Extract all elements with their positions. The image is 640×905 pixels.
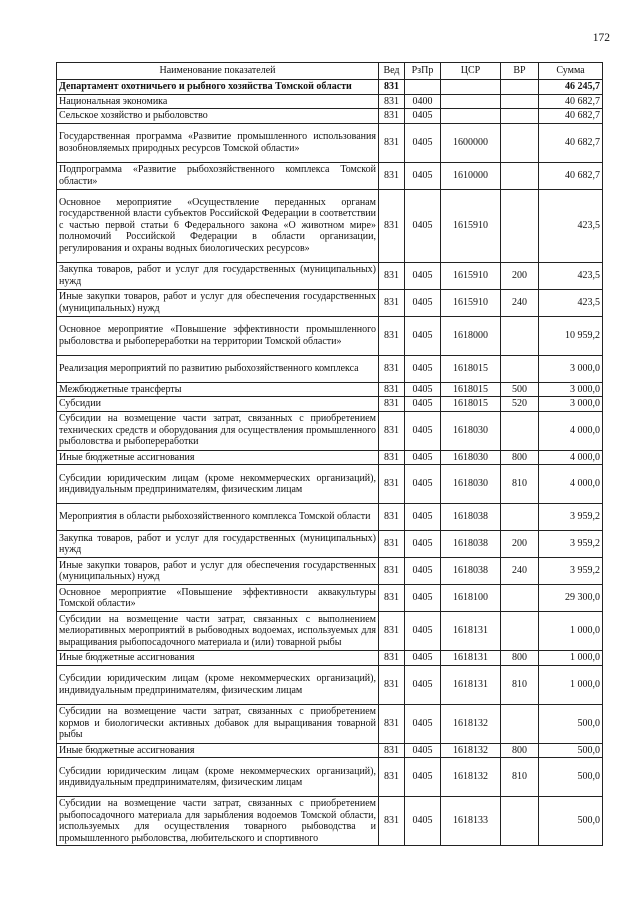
table-body <box>57 80 603 846</box>
header-name: Наименование показателей <box>57 63 379 80</box>
row-rzpr: 0405 <box>405 465 441 504</box>
header-csr: ЦСР <box>441 63 501 80</box>
row-rzpr: 0405 <box>405 289 441 316</box>
row-name: Иные закупки товаров, работ и услуг для обеспечения государственных (муниципальных) нужд <box>57 289 379 316</box>
header-rzpr: РзПр <box>405 63 441 80</box>
row-vr <box>501 797 539 846</box>
row-ved: 831 <box>379 162 405 189</box>
table-row <box>57 80 603 95</box>
table-row <box>57 189 603 262</box>
table-row <box>57 94 603 109</box>
row-name: Субсидии юридическим лицам (кроме некоммерческих организаций), индивидуальным предпринимателям, физическим лицам <box>57 665 379 704</box>
row-sum: 4 000,0 <box>539 450 603 465</box>
row-name: Субсидии на возмещение части затрат, связанных с приобретением кормов и биологически активных добавок для выращивания товарной рыбы <box>57 704 379 743</box>
row-csr <box>441 94 501 109</box>
row-vr: 810 <box>501 465 539 504</box>
row-sum: 423,5 <box>539 189 603 262</box>
row-vr <box>501 411 539 450</box>
row-sum: 1 000,0 <box>539 651 603 666</box>
row-ved: 831 <box>379 585 405 612</box>
row-csr: 1618030 <box>441 411 501 450</box>
row-ved: 831 <box>379 465 405 504</box>
table-row <box>57 450 603 465</box>
row-sum: 3 000,0 <box>539 382 603 397</box>
row-ved: 831 <box>379 665 405 704</box>
row-csr: 1600000 <box>441 123 501 162</box>
row-sum: 500,0 <box>539 704 603 743</box>
row-sum: 40 682,7 <box>539 109 603 124</box>
table-row <box>57 109 603 124</box>
row-rzpr: 0405 <box>405 397 441 412</box>
row-csr: 1618132 <box>441 758 501 797</box>
row-ved: 831 <box>379 397 405 412</box>
row-sum: 3 000,0 <box>539 397 603 412</box>
row-vr: 800 <box>501 743 539 758</box>
row-rzpr: 0405 <box>405 382 441 397</box>
row-name: Закупка товаров, работ и услуг для государственных (муниципальных) нужд <box>57 531 379 558</box>
row-vr <box>501 94 539 109</box>
header-sum: Сумма <box>539 63 603 80</box>
row-vr <box>501 123 539 162</box>
row-name: Подпрограмма «Развитие рыбохозяйственного комплекса Томской области» <box>57 162 379 189</box>
row-sum: 10 959,2 <box>539 316 603 355</box>
row-ved: 831 <box>379 109 405 124</box>
row-name: Субсидии юридическим лицам (кроме некоммерческих организаций), индивидуальным предпринимателям, физическим лицам <box>57 758 379 797</box>
row-ved: 831 <box>379 262 405 289</box>
row-sum: 1 000,0 <box>539 612 603 651</box>
table-header-row <box>57 63 603 80</box>
row-name: Субсидии на возмещение части затрат, связанных с приобретением технических средств и оборудования для осуществления промышленного рыболовства и рыбопереработки <box>57 411 379 450</box>
row-vr <box>501 80 539 95</box>
row-vr <box>501 504 539 531</box>
row-csr: 1618132 <box>441 704 501 743</box>
row-name: Основное мероприятие «Повышение эффективности аквакультуры Томской области» <box>57 585 379 612</box>
row-name: Иные бюджетные ассигнования <box>57 651 379 666</box>
row-ved: 831 <box>379 80 405 95</box>
row-rzpr: 0405 <box>405 189 441 262</box>
row-rzpr: 0405 <box>405 797 441 846</box>
row-name: Субсидии на возмещение части затрат, связанных с выполнением мелиоративных мероприятий в рыбоводных водоемах, используемых для выращивания рыбопосадочного материала и (или) товарной рыбы <box>57 612 379 651</box>
row-rzpr: 0405 <box>405 758 441 797</box>
row-vr: 500 <box>501 382 539 397</box>
table-row <box>57 465 603 504</box>
table-row <box>57 704 603 743</box>
row-vr: 240 <box>501 289 539 316</box>
row-ved: 831 <box>379 355 405 382</box>
row-vr <box>501 189 539 262</box>
row-name: Субсидии юридическим лицам (кроме некоммерческих организаций), индивидуальным предпринимателям, физическим лицам <box>57 465 379 504</box>
row-name: Субсидии на возмещение части затрат, связанных с приобретением рыбопосадочного материала для зарыбления водоемов Томской области, используемых для осуществления товарного рыбоводства и промышленного рыболовства, любительского и спортивного <box>57 797 379 846</box>
row-csr: 1618131 <box>441 612 501 651</box>
table-row <box>57 355 603 382</box>
row-rzpr: 0405 <box>405 411 441 450</box>
row-csr: 1610000 <box>441 162 501 189</box>
row-rzpr: 0405 <box>405 704 441 743</box>
row-vr <box>501 355 539 382</box>
table-row <box>57 123 603 162</box>
page-number: 172 <box>592 32 610 44</box>
row-ved: 831 <box>379 797 405 846</box>
row-ved: 831 <box>379 704 405 743</box>
row-ved: 831 <box>379 612 405 651</box>
row-rzpr: 0405 <box>405 743 441 758</box>
table-row <box>57 651 603 666</box>
row-ved: 831 <box>379 558 405 585</box>
table-row <box>57 382 603 397</box>
table-row <box>57 316 603 355</box>
row-name: Основное мероприятие «Повышение эффективности промышленного рыболовства и рыбопереработки на территории Томской области» <box>57 316 379 355</box>
row-rzpr: 0405 <box>405 531 441 558</box>
row-csr: 1618133 <box>441 797 501 846</box>
table-row <box>57 585 603 612</box>
row-rzpr: 0405 <box>405 355 441 382</box>
row-csr: 1618015 <box>441 355 501 382</box>
header-vr: ВР <box>501 63 539 80</box>
row-rzpr: 0405 <box>405 504 441 531</box>
row-vr <box>501 585 539 612</box>
row-csr <box>441 109 501 124</box>
row-sum: 500,0 <box>539 758 603 797</box>
row-sum: 3 959,2 <box>539 531 603 558</box>
row-vr <box>501 704 539 743</box>
table-row <box>57 289 603 316</box>
table-row <box>57 612 603 651</box>
row-name: Департамент охотничьего и рыбного хозяйства Томской области <box>57 80 379 95</box>
row-ved: 831 <box>379 531 405 558</box>
row-rzpr: 0405 <box>405 450 441 465</box>
row-vr: 240 <box>501 558 539 585</box>
row-csr: 1615910 <box>441 289 501 316</box>
row-ved: 831 <box>379 94 405 109</box>
row-sum: 4 000,0 <box>539 465 603 504</box>
row-vr: 810 <box>501 665 539 704</box>
row-rzpr <box>405 80 441 95</box>
row-rzpr: 0405 <box>405 123 441 162</box>
table-row <box>57 665 603 704</box>
row-vr <box>501 109 539 124</box>
row-sum: 500,0 <box>539 743 603 758</box>
row-csr: 1618030 <box>441 465 501 504</box>
row-rzpr: 0405 <box>405 665 441 704</box>
row-ved: 831 <box>379 758 405 797</box>
row-vr: 800 <box>501 651 539 666</box>
row-sum: 3 000,0 <box>539 355 603 382</box>
table-row <box>57 411 603 450</box>
row-ved: 831 <box>379 504 405 531</box>
row-ved: 831 <box>379 316 405 355</box>
row-csr: 1615910 <box>441 189 501 262</box>
row-vr: 520 <box>501 397 539 412</box>
row-vr: 200 <box>501 262 539 289</box>
row-csr: 1615910 <box>441 262 501 289</box>
row-vr: 200 <box>501 531 539 558</box>
row-rzpr: 0405 <box>405 612 441 651</box>
table-row <box>57 397 603 412</box>
row-csr: 1618030 <box>441 450 501 465</box>
row-csr: 1618132 <box>441 743 501 758</box>
row-rzpr: 0405 <box>405 558 441 585</box>
row-csr: 1618038 <box>441 558 501 585</box>
table-row <box>57 504 603 531</box>
row-sum: 423,5 <box>539 289 603 316</box>
row-name: Закупка товаров, работ и услуг для государственных (муниципальных) нужд <box>57 262 379 289</box>
row-rzpr: 0405 <box>405 262 441 289</box>
row-csr: 1618131 <box>441 651 501 666</box>
row-rzpr: 0400 <box>405 94 441 109</box>
row-vr <box>501 612 539 651</box>
row-name: Сельское хозяйство и рыболовство <box>57 109 379 124</box>
row-sum: 3 959,2 <box>539 504 603 531</box>
row-name: Основное мероприятие «Осуществление переданных органам государственной власти субъектов Российской Федерации в соответствии с частью первой статьи 6 Федерального закона «О животном мире» полномочий Российской Федерации в области организации, регулирования и охраны водных биологических ресурсов» <box>57 189 379 262</box>
row-csr: 1618131 <box>441 665 501 704</box>
table-row <box>57 262 603 289</box>
table-row <box>57 758 603 797</box>
row-rzpr: 0405 <box>405 316 441 355</box>
row-ved: 831 <box>379 651 405 666</box>
row-sum: 423,5 <box>539 262 603 289</box>
row-name: Иные закупки товаров, работ и услуг для обеспечения государственных (муниципальных) нужд <box>57 558 379 585</box>
row-rzpr: 0405 <box>405 162 441 189</box>
row-name: Иные бюджетные ассигнования <box>57 743 379 758</box>
row-vr <box>501 316 539 355</box>
row-ved: 831 <box>379 189 405 262</box>
row-rzpr: 0405 <box>405 651 441 666</box>
header-ved: Вед <box>379 63 405 80</box>
row-csr: 1618038 <box>441 531 501 558</box>
table-row <box>57 797 603 846</box>
row-sum: 3 959,2 <box>539 558 603 585</box>
row-ved: 831 <box>379 123 405 162</box>
row-sum: 4 000,0 <box>539 411 603 450</box>
row-sum: 1 000,0 <box>539 665 603 704</box>
row-vr: 800 <box>501 450 539 465</box>
row-sum: 500,0 <box>539 797 603 846</box>
row-rzpr: 0405 <box>405 585 441 612</box>
table-row <box>57 558 603 585</box>
row-sum: 40 682,7 <box>539 123 603 162</box>
row-ved: 831 <box>379 450 405 465</box>
row-csr: 1618015 <box>441 397 501 412</box>
row-name: Субсидии <box>57 397 379 412</box>
row-csr: 1618100 <box>441 585 501 612</box>
row-vr <box>501 162 539 189</box>
row-ved: 831 <box>379 411 405 450</box>
table-row <box>57 531 603 558</box>
row-ved: 831 <box>379 743 405 758</box>
row-sum: 40 682,7 <box>539 94 603 109</box>
row-csr: 1618000 <box>441 316 501 355</box>
row-name: Государственная программа «Развитие промышленного использования возобновляемых природных ресурсов Томской области» <box>57 123 379 162</box>
row-sum: 29 300,0 <box>539 585 603 612</box>
row-name: Реализация мероприятий по развитию рыбохозяйственного комплекса <box>57 355 379 382</box>
row-name: Мероприятия в области рыбохозяйственного комплекса Томской области <box>57 504 379 531</box>
row-csr <box>441 80 501 95</box>
table-row <box>57 743 603 758</box>
row-ved: 831 <box>379 382 405 397</box>
row-csr: 1618038 <box>441 504 501 531</box>
row-vr: 810 <box>501 758 539 797</box>
table-row <box>57 162 603 189</box>
row-ved: 831 <box>379 289 405 316</box>
row-rzpr: 0405 <box>405 109 441 124</box>
row-name: Национальная экономика <box>57 94 379 109</box>
budget-table <box>56 62 603 846</box>
row-name: Межбюджетные трансферты <box>57 382 379 397</box>
row-csr: 1618015 <box>441 382 501 397</box>
row-name: Иные бюджетные ассигнования <box>57 450 379 465</box>
row-sum: 40 682,7 <box>539 162 603 189</box>
row-sum: 46 245,7 <box>539 80 603 95</box>
